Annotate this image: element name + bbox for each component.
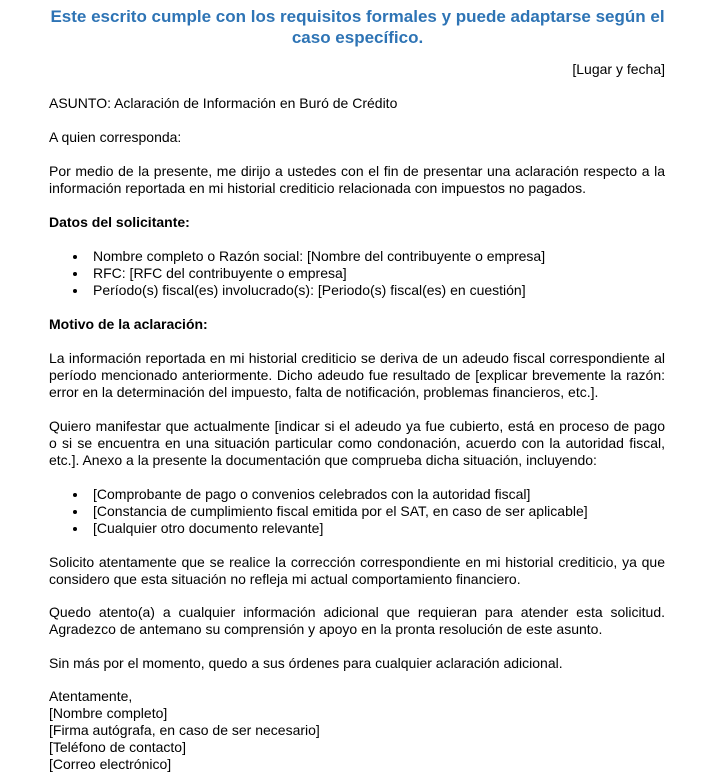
signer-name: [Nombre completo] <box>49 705 168 721</box>
applicant-heading: Datos del solicitante: <box>49 214 190 230</box>
bullet-icon <box>73 289 77 293</box>
bullet-icon <box>73 510 77 514</box>
reason-paragraph-1: La información reportada en mi historial crediticio se deriva de un adeudo fiscal correspondiente al período mencionado anteriormente. Dicho adeudo fue resultado de [explicar brevemente la razón: error en la determinación del impuesto, falta de notificación, problemas financieros, etc.]. <box>49 350 665 400</box>
bullet-icon <box>73 493 77 497</box>
list-item-text: Nombre completo o Razón social: [Nombre del contribuyente o empresa] <box>93 248 546 264</box>
request-paragraph: Solicito atentamente que se realice la corrección correspondiente en mi historial crediticio, ya que considero que esta situación no refleja mi actual comportamiento financiero. <box>49 554 665 587</box>
place-and-date: [Lugar y fecha] <box>572 61 665 77</box>
list-item <box>49 520 665 537</box>
list-item-text: [Cualquier otro documento relevante] <box>93 520 324 536</box>
reason-paragraph-2: Quiero manifestar que actualmente [indicar si el adeudo ya fue cubierto, está en proceso de pago o si se encuentra en una situación particular como condonación, acuerdo con la autoridad fiscal, etc.]. Anexo a la presente la documentación que comprueba dicha situación, incluyendo: <box>49 418 665 468</box>
list-item-text: RFC: [RFC del contribuyente o empresa] <box>93 265 347 281</box>
signature-placeholder: [Firma autógrafa, en caso de ser necesario] <box>49 722 320 738</box>
list-item <box>49 282 665 299</box>
list-item <box>49 503 665 520</box>
contact-phone: [Teléfono de contacto] <box>49 739 186 755</box>
template-notice-banner: Este escrito cumple con los requisitos formales y puede adaptarse según el caso específico. <box>50 7 665 47</box>
list-item <box>49 248 665 265</box>
list-item-text: Período(s) fiscal(es) involucrado(s): [Periodo(s) fiscal(es) en cuestión] <box>93 282 526 298</box>
intro-paragraph: Por medio de la presente, me dirijo a ustedes con el fin de presentar una aclaración respecto a la información reportada en mi historial crediticio relacionada con impuestos no pagados. <box>49 163 665 196</box>
list-item-text: [Constancia de cumplimiento fiscal emitida por el SAT, en caso de ser aplicable] <box>93 503 588 519</box>
salutation: A quien corresponda: <box>49 129 182 145</box>
list-item-text: [Comprobante de pago o convenios celebrados con la autoridad fiscal] <box>93 486 531 502</box>
bullet-icon <box>73 527 77 531</box>
attached-documents-list <box>49 486 665 537</box>
availability-paragraph: Quedo atento(a) a cualquier información adicional que requieran para atender esta solicitud. Agradezco de antemano su comprensión y apoyo en la pronta resolución de este asunto. <box>49 604 665 637</box>
subject-line: ASUNTO: Aclaración de Información en Buró de Crédito <box>49 95 398 111</box>
contact-email: [Correo electrónico] <box>49 756 172 772</box>
list-item <box>49 486 665 503</box>
bullet-icon <box>73 255 77 259</box>
signature-block <box>49 688 665 773</box>
list-item <box>49 265 665 282</box>
reason-heading: Motivo de la aclaración: <box>49 316 208 332</box>
closing-line: Sin más por el momento, quedo a sus órdenes para cualquier aclaración adicional. <box>49 655 563 671</box>
valediction: Atentamente, <box>49 688 133 704</box>
bullet-icon <box>73 272 77 276</box>
applicant-details-list <box>49 248 665 299</box>
